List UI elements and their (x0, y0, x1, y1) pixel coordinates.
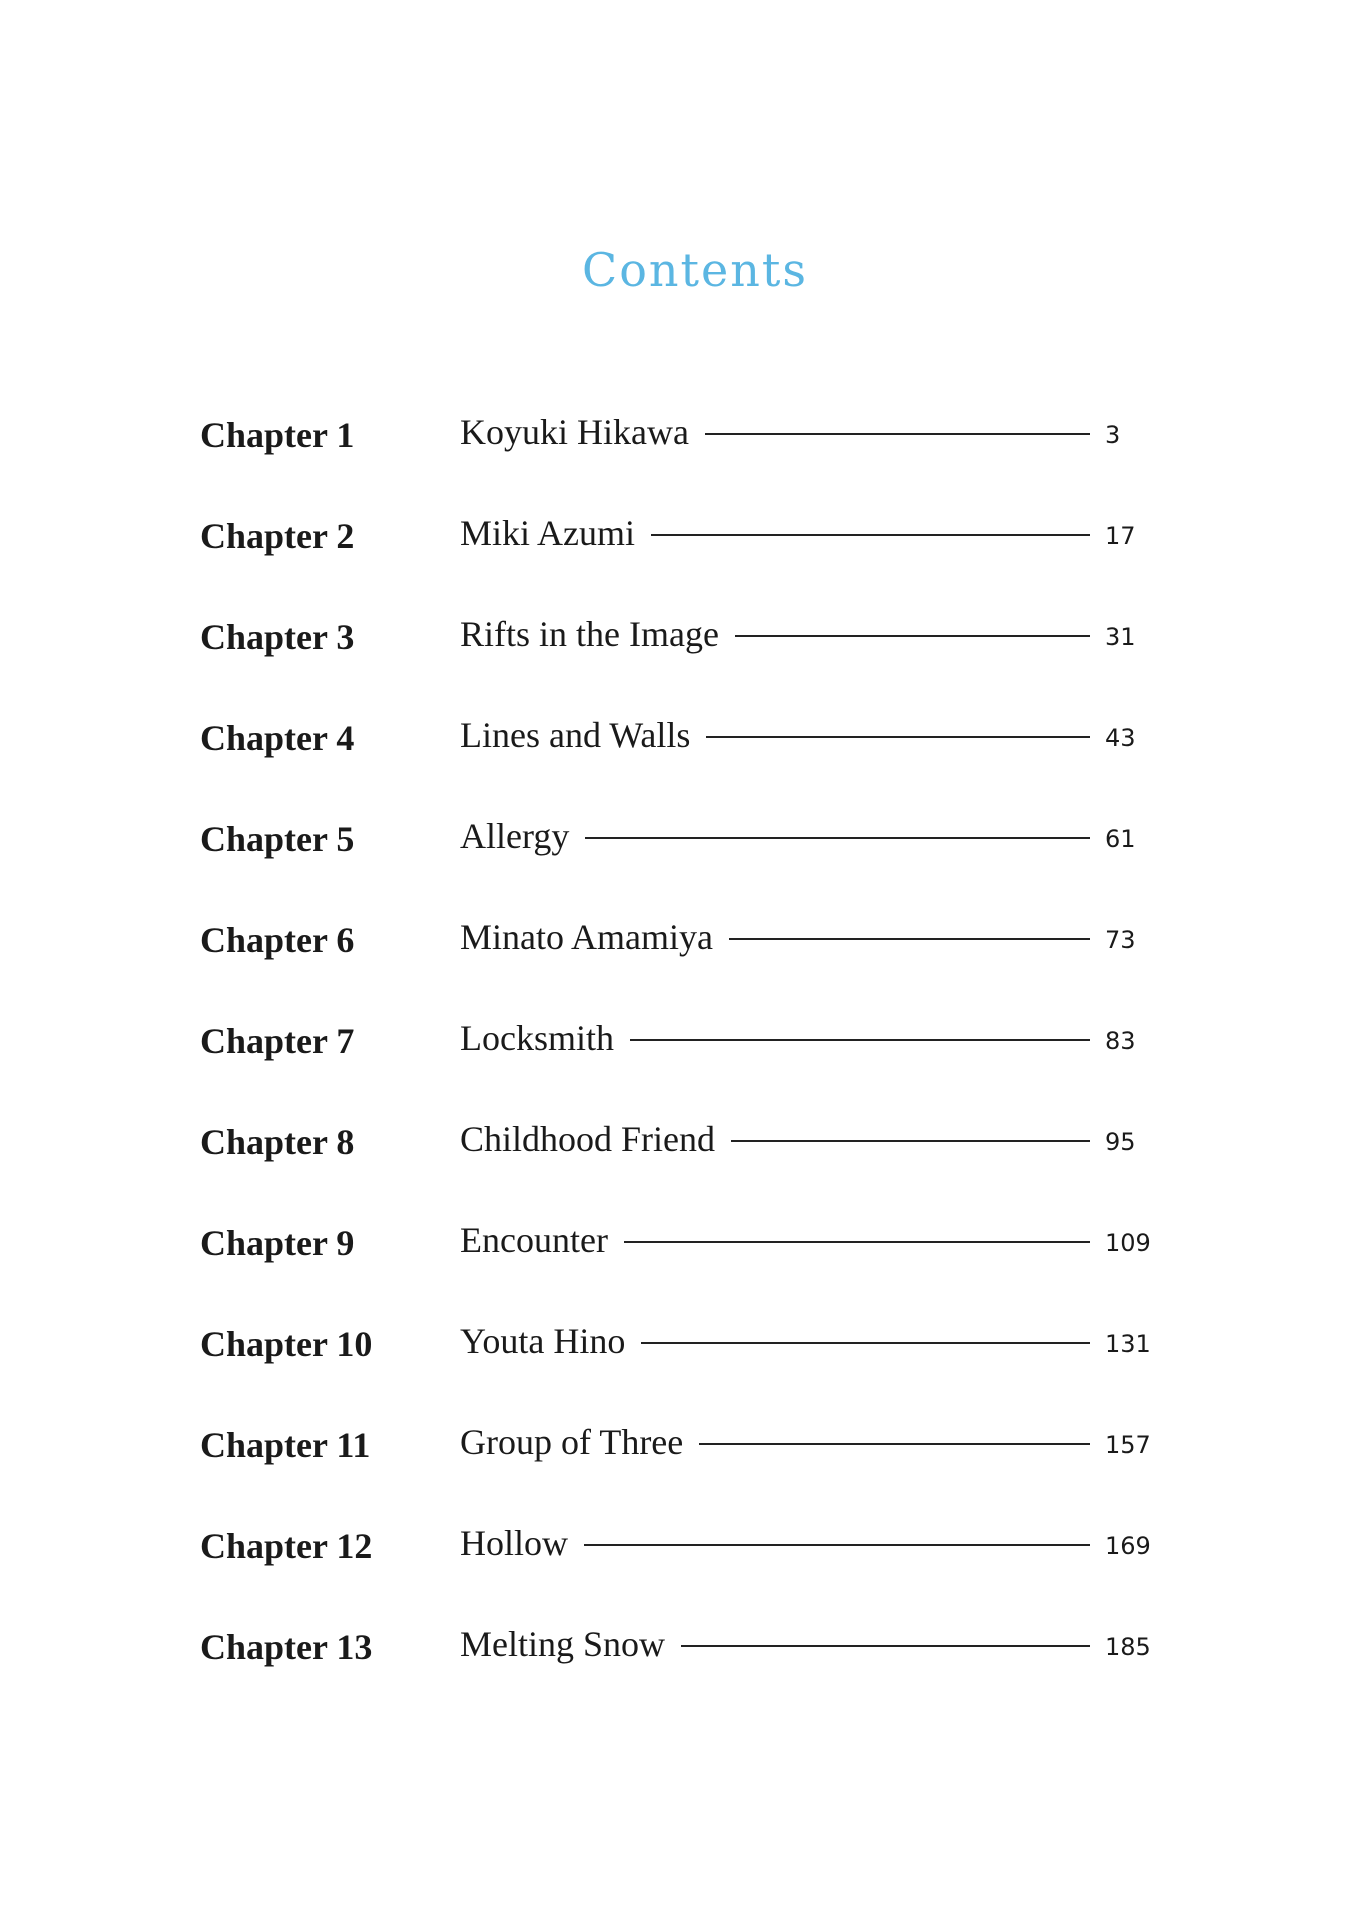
chapter-title: Lines and Walls (460, 715, 691, 755)
chapter-title-row (460, 1314, 1090, 1374)
chapter-title: Group of Three (460, 1422, 684, 1462)
leader-line (705, 433, 1090, 435)
leader-line (624, 1241, 1090, 1243)
page-number: 61 (1105, 825, 1136, 853)
chapter-label: Chapter 13 (200, 1627, 373, 1667)
chapter-title: Melting Snow (460, 1624, 666, 1664)
chapter-title-row (460, 1112, 1090, 1172)
chapter-title-row (460, 910, 1090, 970)
chapter-label: Chapter 1 (200, 415, 355, 455)
chapter-title-row (460, 607, 1090, 667)
page-number: 73 (1105, 926, 1136, 954)
chapter-label: Chapter 4 (200, 718, 355, 758)
chapter-title-row (460, 506, 1090, 566)
chapter-title-row (460, 1011, 1090, 1071)
chapter-label: Chapter 2 (200, 516, 355, 556)
toc-entry[interactable] (0, 910, 1350, 970)
page-number: 109 (1105, 1229, 1151, 1257)
chapter-label: Chapter 9 (200, 1223, 355, 1263)
toc-entry[interactable] (0, 708, 1350, 768)
page-title: Contents (582, 243, 808, 297)
page-number: 3 (1105, 421, 1121, 449)
toc-entry[interactable] (0, 809, 1350, 869)
toc-entry[interactable] (0, 607, 1350, 667)
leader-line (641, 1342, 1090, 1344)
chapter-title: Locksmith (460, 1018, 614, 1058)
leader-line (585, 837, 1090, 839)
chapter-title-row (460, 708, 1090, 768)
leader-line (681, 1645, 1090, 1647)
leader-line (651, 534, 1090, 536)
chapter-label: Chapter 10 (200, 1324, 373, 1364)
leader-line (584, 1544, 1090, 1546)
leader-line (706, 736, 1090, 738)
chapter-label: Chapter 3 (200, 617, 355, 657)
chapter-title-row (460, 1213, 1090, 1273)
chapter-title: Miki Azumi (460, 513, 636, 553)
page-number: 95 (1105, 1128, 1136, 1156)
toc-entry[interactable] (0, 1415, 1350, 1475)
toc-entry[interactable] (0, 1516, 1350, 1576)
toc-entry[interactable] (0, 1617, 1350, 1677)
chapter-title: Rifts in the Image (460, 614, 719, 654)
chapter-title: Koyuki Hikawa (460, 412, 689, 452)
chapter-title-row (460, 1516, 1090, 1576)
chapter-title-row (460, 809, 1090, 869)
chapter-label: Chapter 6 (200, 920, 355, 960)
chapter-title: Encounter (460, 1220, 608, 1260)
chapter-title-row (460, 1415, 1090, 1475)
page-number: 43 (1105, 724, 1136, 752)
page-number: 185 (1105, 1633, 1151, 1661)
page-number: 157 (1105, 1431, 1151, 1459)
toc-entry[interactable] (0, 405, 1350, 465)
leader-line (731, 1140, 1090, 1142)
toc-entry[interactable] (0, 506, 1350, 566)
toc-entry[interactable] (0, 1112, 1350, 1172)
leader-line (699, 1443, 1090, 1445)
chapter-title: Youta Hino (460, 1321, 626, 1361)
page-number: 83 (1105, 1027, 1136, 1055)
page-number: 17 (1105, 522, 1136, 550)
chapter-label: Chapter 7 (200, 1021, 355, 1061)
chapter-label: Chapter 8 (200, 1122, 355, 1162)
chapter-title: Minato Amamiya (460, 917, 713, 957)
page-number: 131 (1105, 1330, 1151, 1358)
toc-entry[interactable] (0, 1314, 1350, 1374)
chapter-label: Chapter 11 (200, 1425, 371, 1465)
chapter-title-row (460, 1617, 1090, 1677)
leader-line (735, 635, 1090, 637)
chapter-title: Hollow (460, 1523, 568, 1563)
chapter-title-row (460, 405, 1090, 465)
page-number: 169 (1105, 1532, 1151, 1560)
leader-line (729, 938, 1090, 940)
chapter-label: Chapter 5 (200, 819, 355, 859)
chapter-title: Allergy (460, 816, 570, 856)
page-number: 31 (1105, 623, 1136, 651)
leader-line (630, 1039, 1090, 1041)
toc-entry[interactable] (0, 1213, 1350, 1273)
toc-entry[interactable] (0, 1011, 1350, 1071)
chapter-title: Childhood Friend (460, 1119, 716, 1159)
chapter-label: Chapter 12 (200, 1526, 373, 1566)
